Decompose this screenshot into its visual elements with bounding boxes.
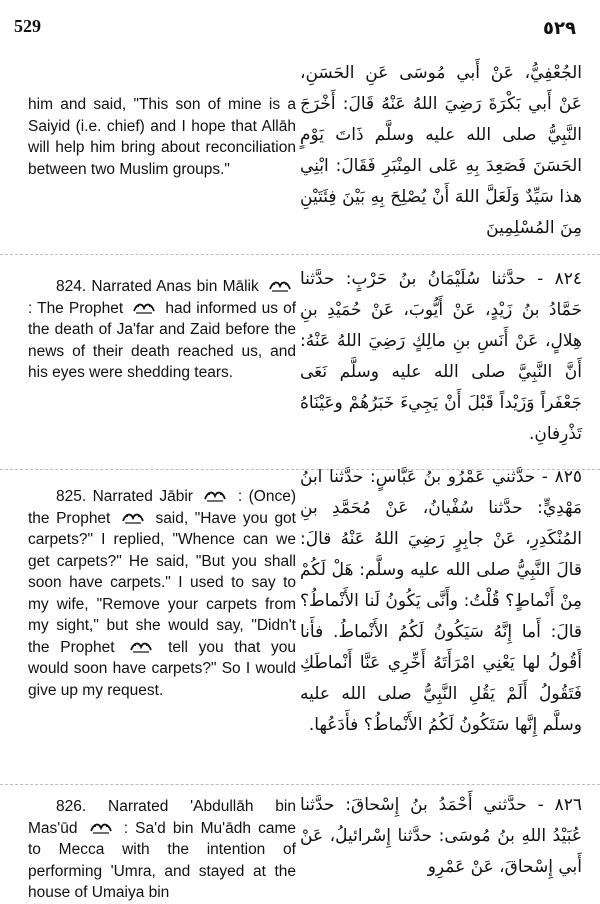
salutation-icon bbox=[132, 300, 156, 315]
salutation-icon bbox=[203, 488, 227, 503]
hadith-824-english bbox=[28, 276, 296, 384]
hadith-825-opening: 825. Narrated Jābir bbox=[56, 488, 193, 505]
salutation-icon bbox=[129, 639, 153, 654]
hadith-824-arabic: ٨٢٤ - حدَّثنا سُلَيْمَانُ بنُ حَرْبٍ: حدَّثنا حَمَّادُ بنُ زَيْدٍ، عَنْ أَيُّوبَ، عَنْ حُمَيْدِ بنِ هِلالٍ، عَنْ أَنَسِ بنِ مالِكٍ رَضِيَ اللهُ عَنْهُ: أَنَّ النَّبِيَّ صلى الله عليه وسلَّم نَعَى جَعْفَراً وَزَيْداً قَبْلَ أَنْ يَجِيءَ خَبَرُهُمْ وعَيْنَاهُ تَذْرِفانِ. bbox=[300, 269, 582, 444]
hadith-825-body: said, "Have you got carpets?" I replied, "Whence can we get carpets?" He said, "But you shall soon have carpets." I used to say to my wife, "Remove your carpets from my sight," but she would say, "Didn't the Prophet bbox=[28, 509, 296, 656]
hadith-825-end: tell you that you would soon have carpets?" So I would give up my request. bbox=[28, 638, 296, 699]
page-number-english: 529 bbox=[14, 16, 41, 36]
hadith-824-rest: had informed us of the death of Ja'far and Zaid before the news of their death reached us, and his eyes were shedding tears. bbox=[28, 299, 297, 381]
hadith-826-english bbox=[28, 796, 296, 904]
hadith-824-opening: 824. Narrated Anas bin Mālik bbox=[56, 278, 259, 295]
hadith-826-arabic: ٨٢٦ - حدَّثني أَحْمَدُ بنُ إِسْحاقَ: حدَّثنا عُبَيْدُ اللهِ بنُ مُوسَى: حدَّثنا إِسْرائيلُ، عَنْ أَبي إِسْحاقَ، عَنْ عَمْرِو bbox=[300, 795, 582, 877]
hadith-826-opening: 826. Narrated 'Abdullāh bin Mas'ūd bbox=[28, 798, 296, 837]
page-number-arabic: ٥٢٩ bbox=[543, 18, 576, 39]
salutation-icon bbox=[268, 278, 292, 293]
hadith-825-english bbox=[28, 486, 296, 701]
hadith-826-rest: : Sa'd bin Mu'ādh came to Mecca with the intention of performing 'Umra, and stayed at the house of Umaiya bin bbox=[28, 819, 296, 901]
hadith-825-middle: : (Once) the Prophet bbox=[28, 488, 296, 527]
hadith-825-arabic: ٨٢٥ - حدَّثني عَمْرُو بنُ عَبَّاسٍ: حدَّثنا ابنُ مَهْدِيٍّ: حدَّثنا سُفْيانُ، عَنْ مُحَمَّدِ بنِ المُنْكَدِرِ، عَنْ جابِرٍ رَضِيَ اللهُ عَنْهُ قالَ: قالَ النَّبِيُّ صلى الله عليه وسلَّم: هَلْ لَكُمْ مِنْ أَنْماطٍ؟ قُلْتُ: وأَنَّى يَكُونُ لَنا الأَنْماطُ؟ قالَ: أَما إِنَّهُ سَيَكُونُ لَكُمُ الأَنْماطُ. فأَنا أَقُولُ لها يَعْنِي امْرَأَتَهُ أَخِّرِي عَنَّا أَنْماطَكِ فَتَقُولُ أَلَمْ يَقُلِ النَّبِيُّ صلى الله عليه وسلَّم إِنَّها سَتَكُونُ لَكُمُ الأَنْماطُ؟ فأَدَعُها. bbox=[300, 467, 582, 735]
salutation-icon bbox=[121, 510, 145, 525]
section-divider bbox=[0, 254, 600, 255]
continuation-english-text: him and said, "This son of mine is a Saiyid (i.e. chief) and I hope that Allāh will help him bring about reconciliation between two Muslim groups." bbox=[28, 96, 296, 178]
continuation-arabic-text: الجُعْفِيُّ، عَنْ أَبي مُوسَى عَنِ الحَسَنِ، عَنْ أَبي بَكْرَةَ رَضِيَ اللهُ عَنْهُ قَالَ: أَخْرَجَ النَّبِيُّ صلى الله عليه وسلَّم ذَاتَ يَوْمٍ الحَسَنَ فَصَعِدَ بِهِ عَلى المِنْبَرِ فَقَالَ: ابْنِي هذا سَيِّدٌ وَلَعَلَّ اللهَ أَنْ يُصْلِحَ بِهِ بَيْنَ فِئَتَيْنِ مِنَ المُسْلِمِينَ bbox=[300, 63, 582, 238]
salutation-icon bbox=[89, 820, 113, 835]
section-divider bbox=[0, 784, 600, 785]
hadith-824-middle: : The Prophet bbox=[28, 299, 124, 317]
